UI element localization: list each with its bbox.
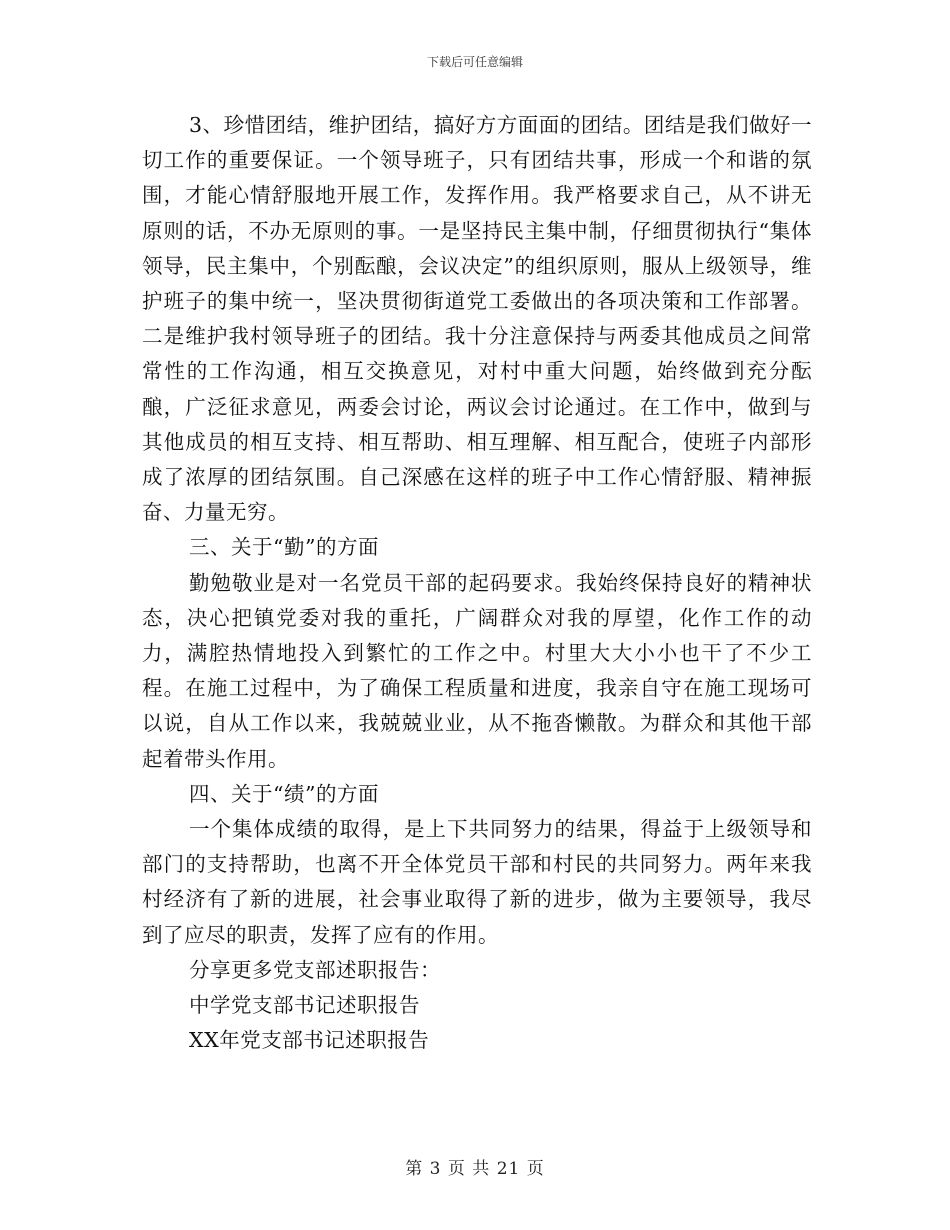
section-heading-diligence: 三、关于“勤”的方面	[189, 535, 379, 560]
paragraph-diligence: 勤勉敬业是对一名党员干部的起码要求。我始终保持良好的精神状态，决心把镇党委对我的重托，广阔群众对我的厚望，化作工作的动力，满腔热情地投入到繁忙的工作之中。村里大大小小也干了不少工程。在施工过程中，为了确保工程质量和进度，我亲自守在施工现场可以说，自从工作以来，我兢兢业业，从不拖沓懒散。为群众和其他干部起着带头作用。	[142, 570, 812, 771]
document-body	[142, 108, 812, 1058]
related-report-link-2[interactable]: XX年党支部书记述职报告	[189, 1028, 430, 1053]
page-number-footer: 第 3 页 共 21 页	[405, 1159, 545, 1179]
related-report-link-1[interactable]: 中学党支部书记述职报告	[189, 993, 420, 1018]
page-header: 下载后可任意编辑	[426, 55, 523, 69]
paragraph-unity: 3、珍惜团结，维护团结，搞好方方面面的团结。团结是我们做好一切工作的重要保证。一个领导班子，只有团结共事，形成一个和谐的氛围，才能心情舒服地开展工作，发挥作用。我严格要求自己，从不讲无原则的话，不办无原则的事。一是坚持民主集中制，仔细贯彻执行“集体领导，民主集中，个别酝酿，会议决定”的组织原则，服从上级领导，维护班子的集中统一，坚决贯彻街道党工委做出的各项决策和工作部署。二是维护我村领导班子的团结。我十分注意保持与两委其他成员之间常常性的工作沟通，相互交换意见，对村中重大问题，始终做到充分酝酿，广泛征求意见，两委会讨论，两议会讨论通过。在工作中，做到与其他成员的相互支持、相互帮助、相互理解、相互配合，使班子内部形成了浓厚的团结氛围。自己深感在这样的班子中工作心情舒服、精神振奋、力量无穷。	[142, 113, 812, 525]
section-heading-achievement: 四、关于“绩”的方面	[189, 781, 379, 806]
paragraph-achievement: 一个集体成绩的取得，是上下共同努力的结果，得益于上级领导和部门的支持帮助，也离不开全体党员干部和村民的共同努力。两年来我村经济有了新的进展，社会事业取得了新的进步，做为主要领导，我尽到了应尽的职责，发挥了应有的作用。	[142, 817, 812, 947]
share-more-label: 分享更多党支部述职报告：	[189, 957, 441, 982]
